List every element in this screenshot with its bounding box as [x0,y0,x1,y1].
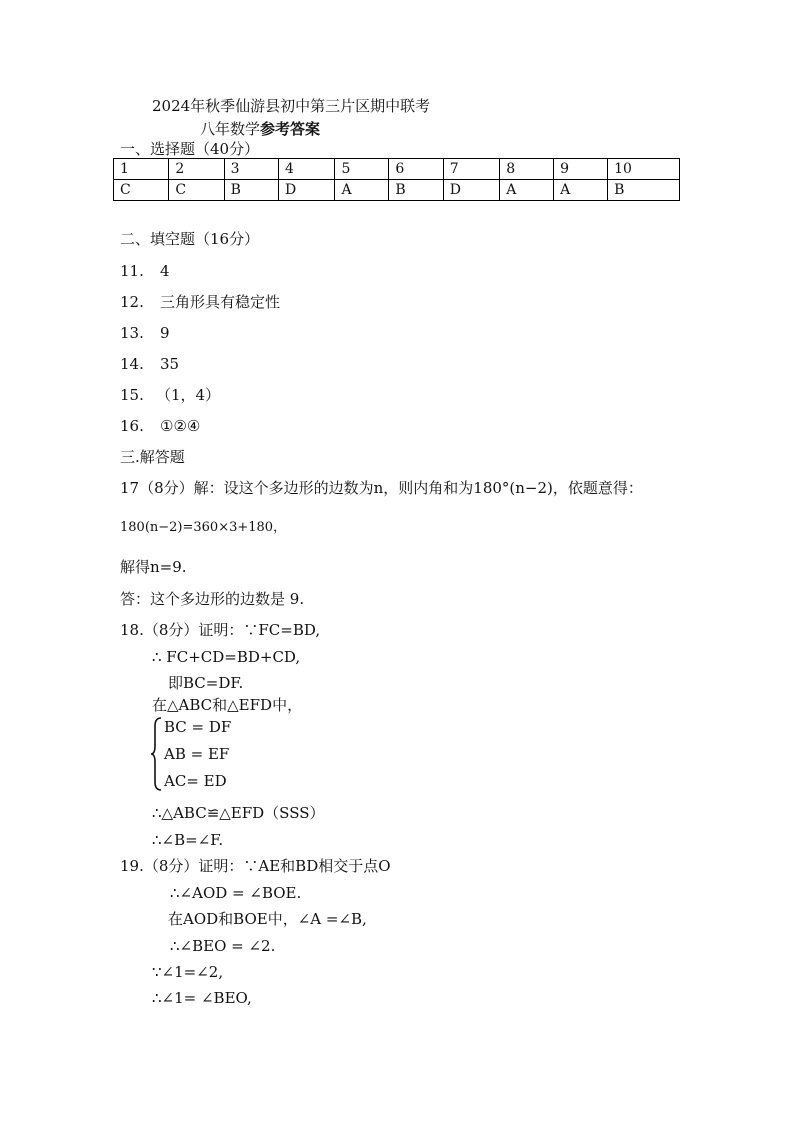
fill-item-number: 12. [120,293,144,311]
q17-statement: 17（8分）解：设这个多边形的边数为n，则内角和为180°(n−2)，依题意得： [120,479,643,497]
q17-conclusion: 答：这个多边形的边数是 9. [120,590,305,608]
q18-conclusion: ∴∠B=∠F. [152,831,224,849]
table-cell: B [389,180,443,201]
answer-table-number-row [114,159,680,180]
table-cell: D [443,180,500,201]
table-cell: A [500,180,554,201]
left-brace-icon [150,716,164,792]
table-cell: 4 [278,159,335,180]
fill-item-answer: ①②④ [160,417,201,435]
q18-proof-start: 18.（8分）证明：∵FC=BD, [120,621,321,639]
table-cell: 9 [554,159,608,180]
q19-step: ∴∠AOD = ∠BOE. [170,884,302,902]
equation-system [150,716,270,792]
q18-step: ∴ FC+CD=BD+CD, [152,648,301,666]
q17-solution: 解得n=9. [120,558,187,576]
document-subtitle [200,120,320,138]
fill-item-12 [120,293,281,311]
table-cell: B [608,180,680,201]
table-cell: 10 [608,159,680,180]
q18-step: 即BC=DF. [168,674,244,692]
fill-item-answer: 4 [160,262,170,280]
fill-item-number: 14. [120,355,144,373]
table-cell: 2 [169,159,224,180]
table-cell: 5 [335,159,389,180]
table-cell: C [114,180,169,201]
q19-step: ∴∠BEO = ∠2. [170,937,276,955]
table-cell: A [554,180,608,201]
q19-step: ∵∠1=∠2, [152,963,224,981]
q18-step: 在△ABC和△EFD中， [152,696,303,714]
fill-item-15 [120,386,221,404]
system-line-3: AC= ED [164,772,227,790]
subtitle-subject: 八年数学 [200,120,261,138]
q19-step: 在AOD和BOE中，∠A =∠B, [168,910,367,928]
fill-item-answer: 三角形具有稳定性 [160,293,281,311]
fill-item-number: 11. [120,262,144,280]
section-2-heading: 二、填空题（16分） [120,230,260,248]
fill-item-answer: 9 [160,324,170,342]
q19-step: ∴∠1= ∠BEO, [152,989,252,1007]
table-cell: D [278,180,335,201]
section-3-heading: 三.解答题 [120,448,185,466]
q19-proof-start: 19.（8分）证明：∵AE和BD相交于点O [120,857,391,875]
answer-table-answer-row [114,180,680,201]
table-cell: A [335,180,389,201]
fill-item-number: 16. [120,417,144,435]
q18-step: ∴△ABC≌△EFD（SSS） [152,804,325,822]
table-cell: 3 [224,159,278,180]
table-cell: 6 [389,159,443,180]
system-line-1: BC = DF [164,718,232,736]
fill-item-14 [120,355,180,373]
fill-item-answer: （1，4） [156,386,221,404]
subtitle-answer-key: 参考答案 [260,120,321,138]
table-cell: C [169,180,224,201]
q17-equation: 180(n−2)=360×3+180， [120,520,287,535]
table-cell: 8 [500,159,554,180]
fill-item-answer: 35 [160,355,180,373]
answer-table [113,158,680,201]
document-title: 2024年秋季仙游县初中第三片区期中联考 [152,97,431,115]
system-line-2: AB = EF [164,745,230,763]
fill-item-number: 15. [120,386,144,404]
fill-item-16 [120,417,201,435]
fill-item-11 [120,262,170,280]
table-cell: 7 [443,159,500,180]
table-cell: 1 [114,159,169,180]
fill-item-number: 13. [120,324,144,342]
section-1-heading: 一、选择题（40分） [120,140,260,158]
table-cell: B [224,180,278,201]
fill-item-13 [120,324,170,342]
